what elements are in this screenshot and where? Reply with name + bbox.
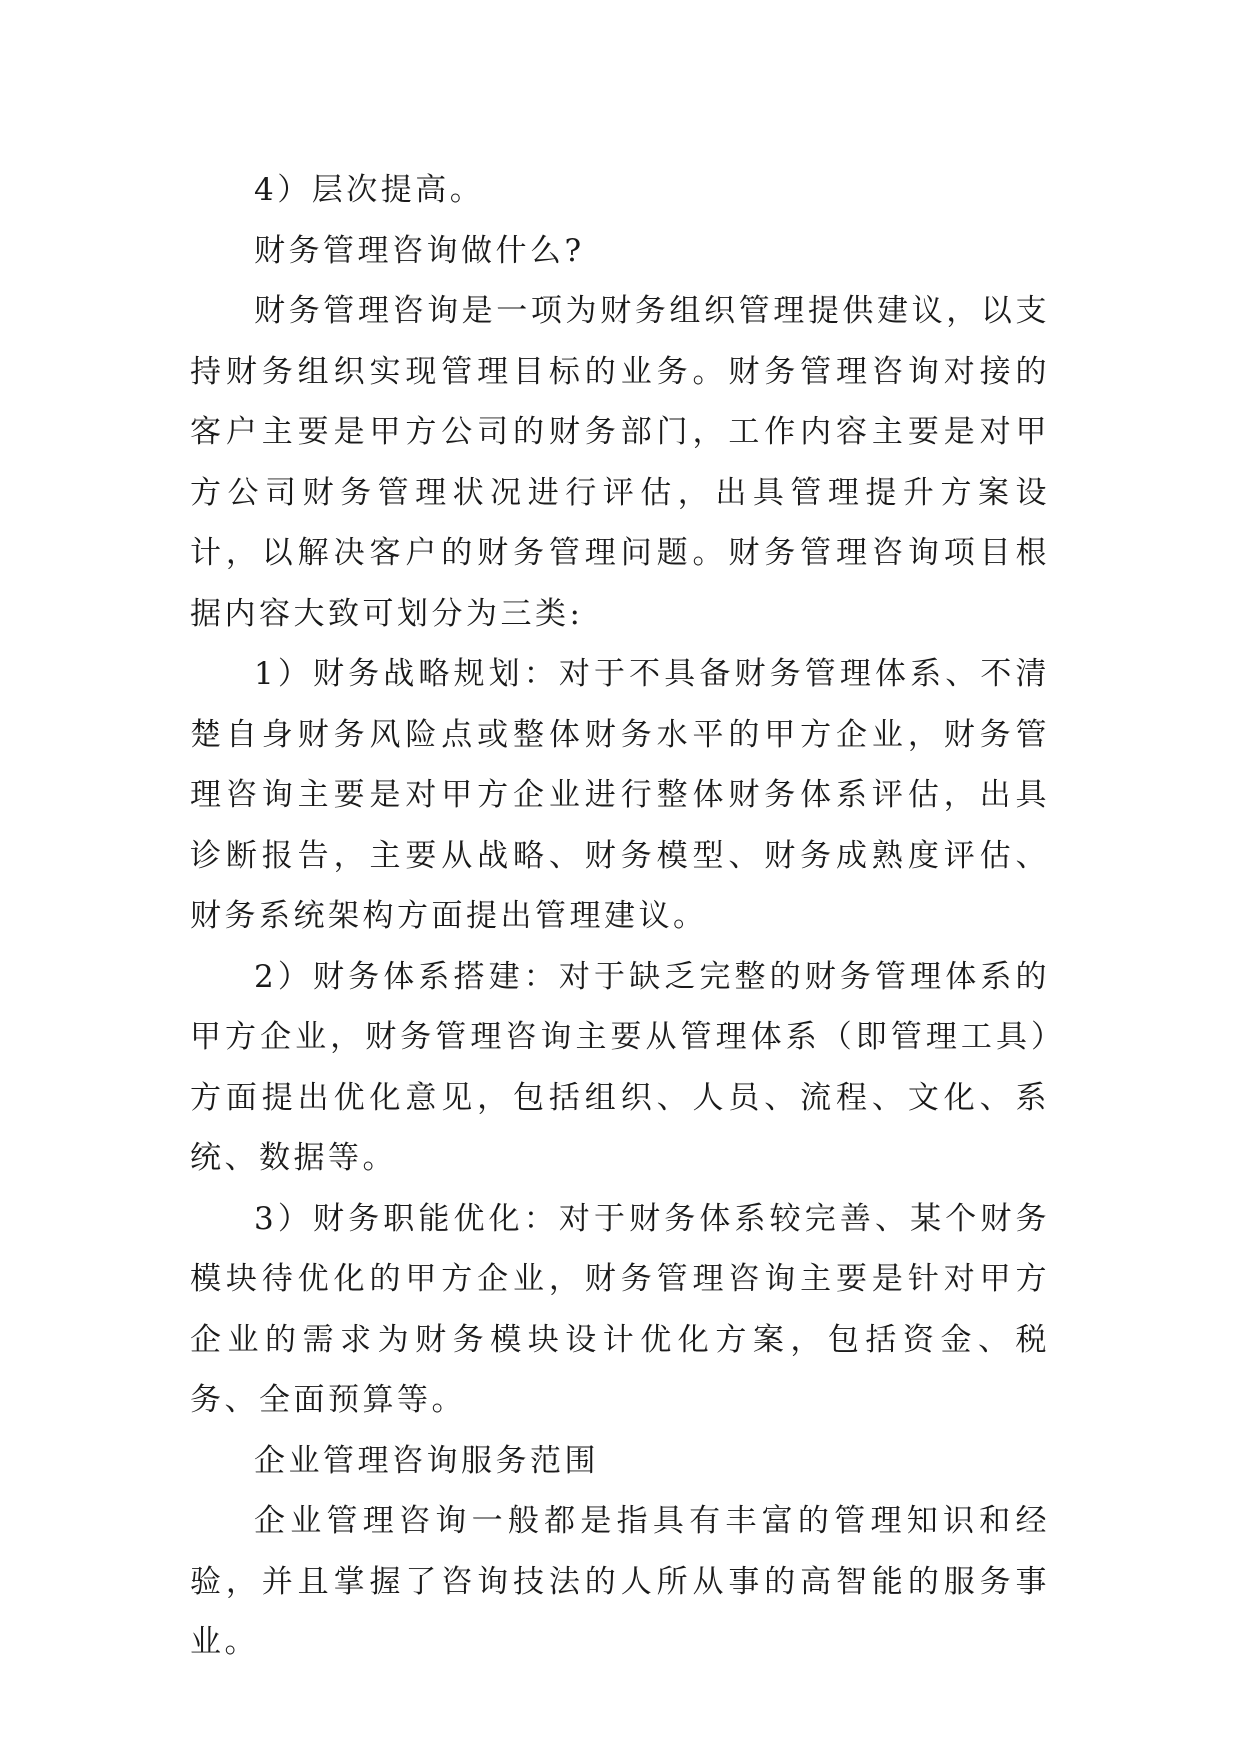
list-item-function-optimization: 3）财务职能优化：对于财务体系较完善、某个财务模块待优化的甲方企业，财务管理咨询主要是针对甲方企业的需求为财务模块设计优化方案，包括资金、税务、全面预算等。 (190, 1200, 1050, 1418)
list-item-system-building: 2）财务体系搭建：对于缺乏完整的财务管理体系的甲方企业，财务管理咨询主要从管理体系（即管理工具）方面提出优化意见，包括组织、人员、流程、文化、系统、数据等。 (190, 958, 1050, 1176)
section-heading-what-consulting-does: 财务管理咨询做什么? (254, 232, 585, 269)
section-heading-service-scope: 企业管理咨询服务范围 (254, 1442, 599, 1479)
paragraph-intro: 财务管理咨询是一项为财务组织管理提供建议，以支持财务组织实现管理目标的业务。财务管理咨询对接的客户主要是甲方公司的财务部门，工作内容主要是对甲方公司财务管理状况进行评估，出具管理提升方案设计，以解决客户的财务管理问题。财务管理咨询项目根据内容大致可划分为三类: (190, 293, 1050, 632)
list-item-4: 4）层次提高。 (254, 172, 485, 208)
paragraph-service-scope: 企业管理咨询一般都是指具有丰富的管理知识和经验，并且掌握了咨询技法的人所从事的高智能的服务事业。 (190, 1503, 1050, 1660)
document-body (190, 160, 1050, 1673)
list-item-strategy-planning: 1）财务战略规划：对于不具备财务管理体系、不清楚自身财务风险点或整体财务水平的甲方企业，财务管理咨询主要是对甲方企业进行整体财务体系评估，出具诊断报告，主要从战略、财务模型、财务成熟度评估、财务系统架构方面提出管理建议。 (190, 656, 1050, 934)
